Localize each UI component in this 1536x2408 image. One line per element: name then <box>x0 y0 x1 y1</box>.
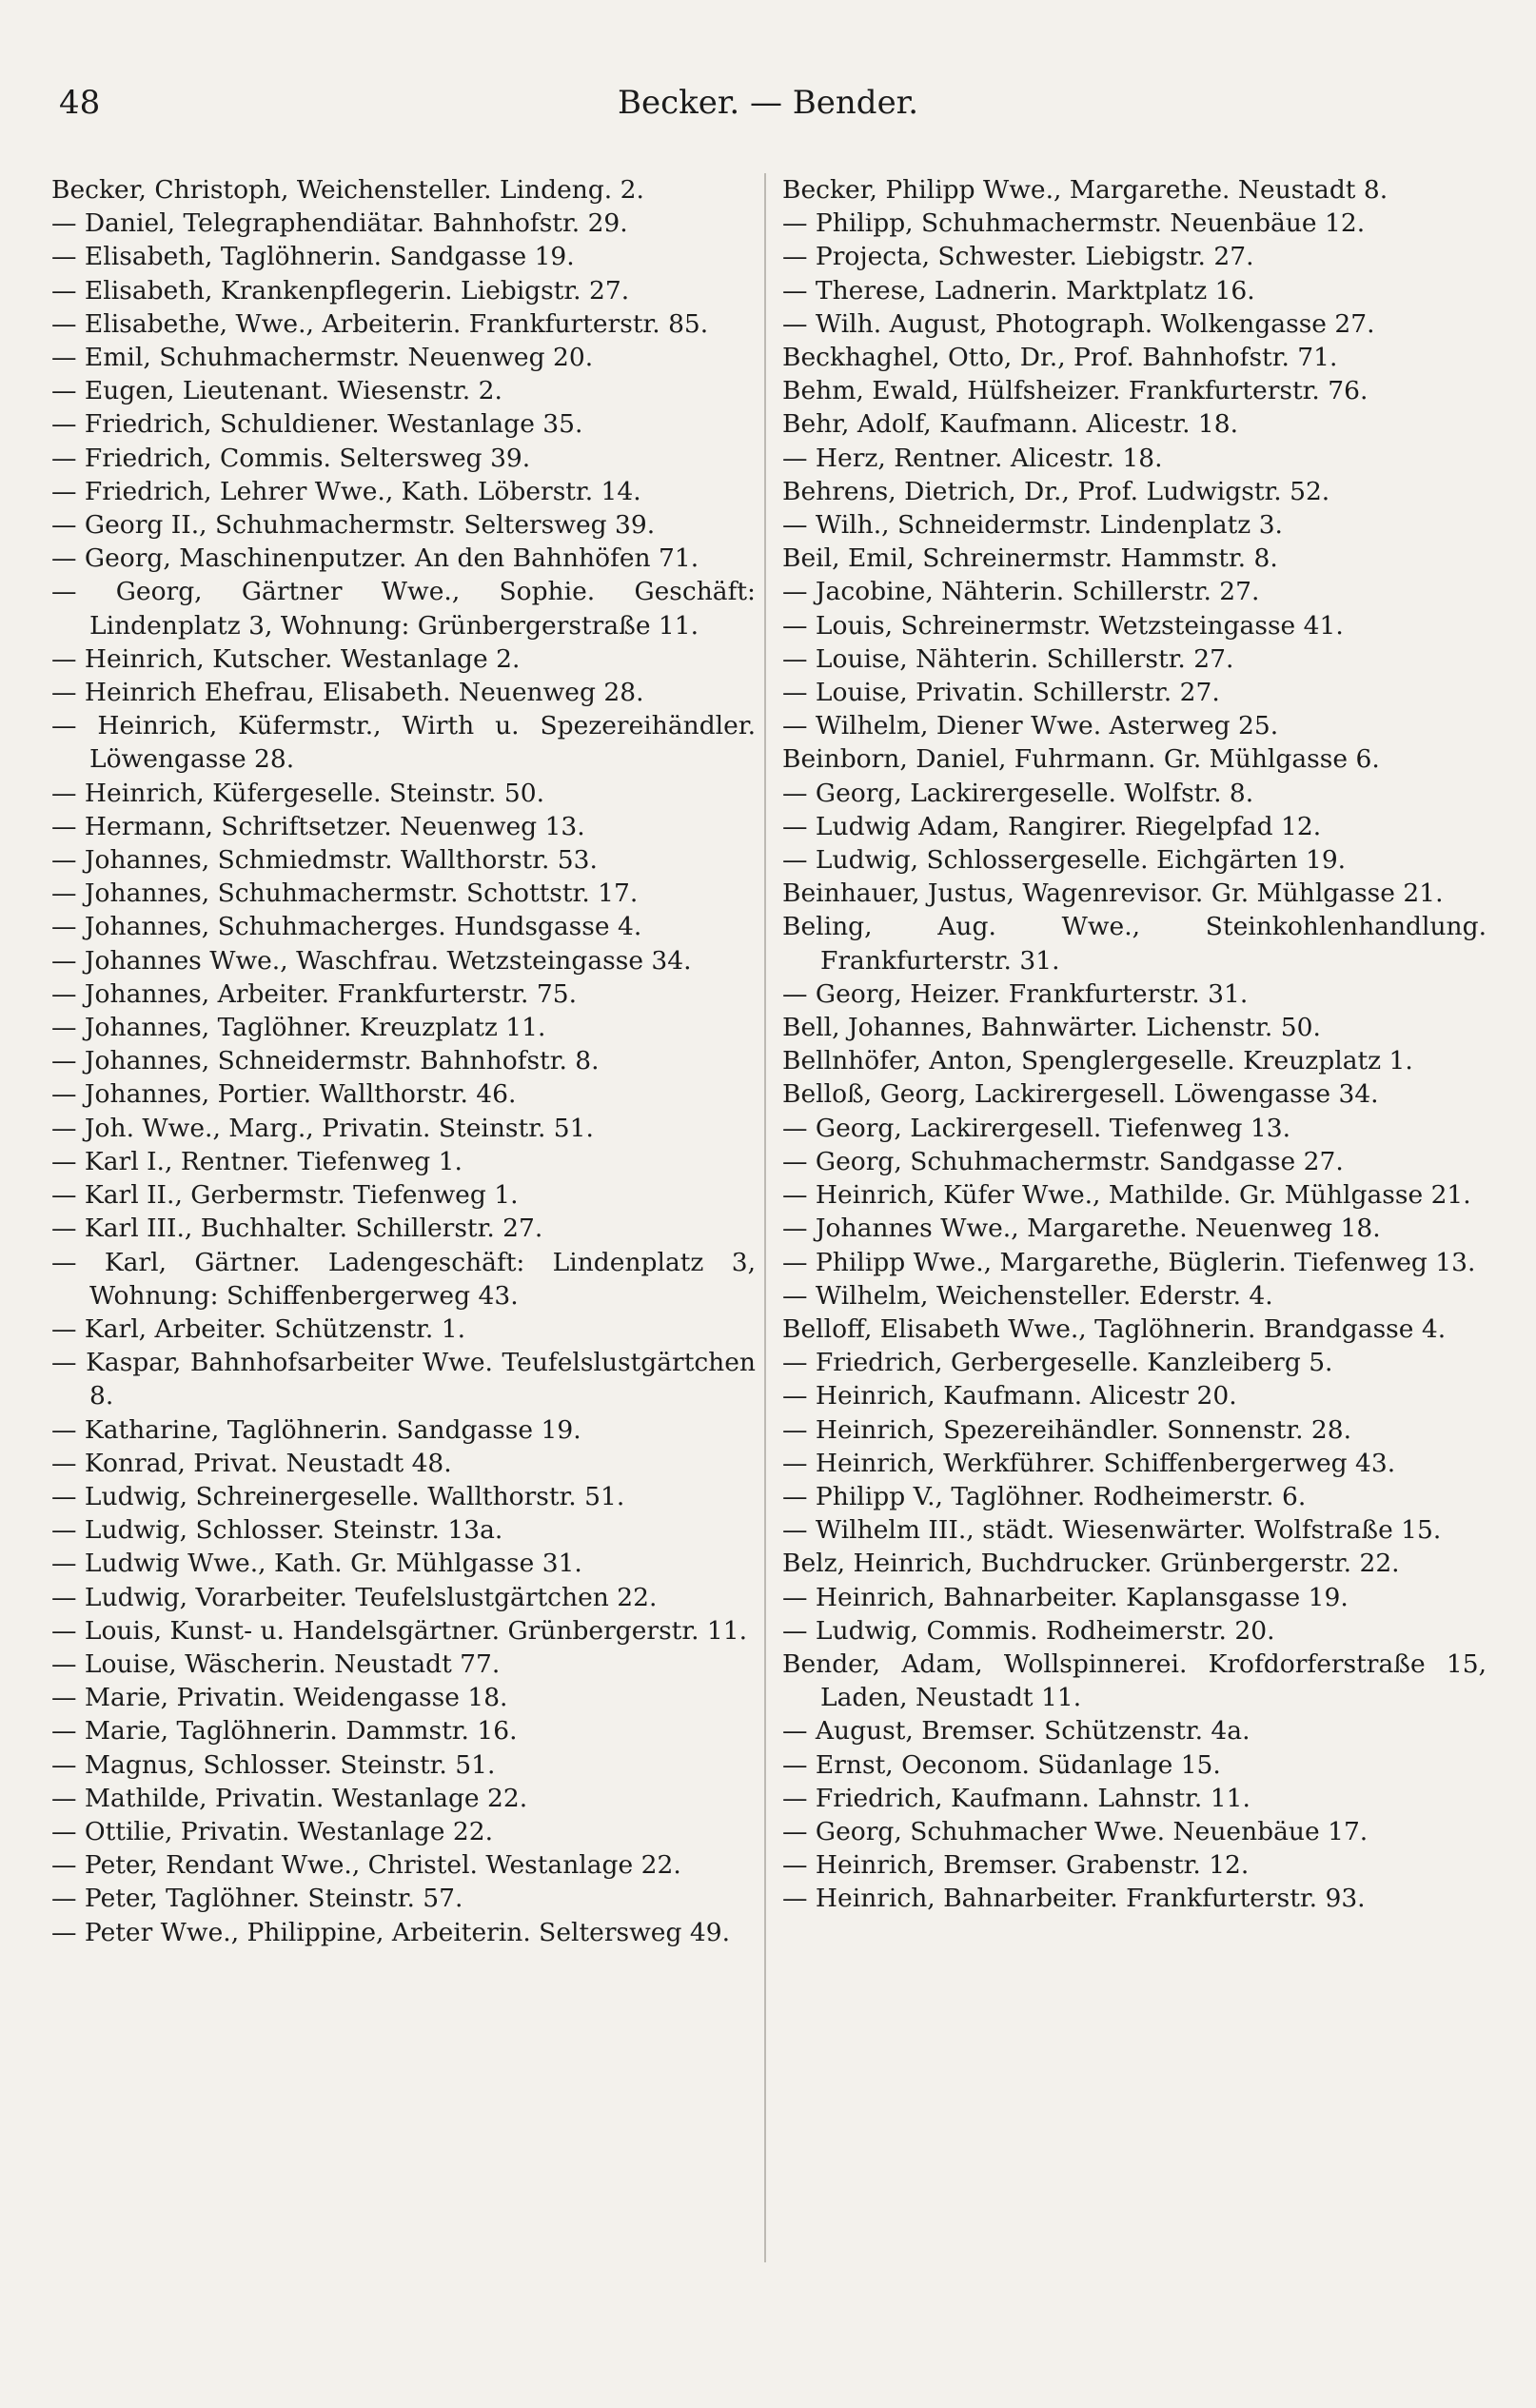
page-number: 48 <box>59 84 101 122</box>
directory-entry: — Johannes, Schneidermstr. Bahnhofstr. 8. <box>51 1046 600 1076</box>
directory-entry: — Friedrich, Gerbergeselle. Kanzleiberg 5. <box>782 1348 1333 1378</box>
directory-entry: — Georg, Schuhmacher Wwe. Neuenbäue 17. <box>782 1816 1369 1846</box>
directory-entry: Behm, Ewald, Hülfsheizer. Frankfurterstr. 76. <box>782 376 1369 406</box>
directory-entry: Beling, Aug. Wwe., Steinkohlenhandlung. Frankfurterstr. 31. <box>782 912 1487 976</box>
directory-entry: — Johannes, Schuhmachermstr. Schottstr. 17. <box>51 878 639 909</box>
directory-entry: — Marie, Taglöhnerin. Dammstr. 16. <box>51 1716 518 1747</box>
directory-entry: — Hermann, Schriftsetzer. Neuenweg 13. <box>51 811 585 841</box>
directory-entry: — Heinrich, Bahnarbeiter. Frankfurterstr. 93. <box>782 1884 1366 1914</box>
directory-entry: — Georg, Gärtner Wwe., Sophie. Geschäft: Lindenplatz 3, Wohnung: Grünbergerstraße 11. <box>51 577 756 641</box>
column-divider <box>764 173 766 2262</box>
directory-entry: — Louise, Wäscherin. Neustadt 77. <box>51 1648 501 1679</box>
directory-entry: — Heinrich, Spezereihändler. Sonnenstr. 28. <box>782 1414 1352 1445</box>
directory-entry: — Daniel, Telegraphendiätar. Bahnhofstr. 29. <box>51 208 628 239</box>
directory-entry: — Elisabeth, Taglöhnerin. Sandgasse 19. <box>51 242 575 272</box>
directory-entry: — Georg, Maschinenputzer. An den Bahnhöfen 71. <box>51 543 699 574</box>
directory-entry: — Ottilie, Privatin. Westanlage 22. <box>51 1816 494 1846</box>
directory-entry: — Therese, Ladnerin. Marktplatz 16. <box>782 275 1255 306</box>
directory-entry: — Ludwig, Commis. Rodheimerstr. 20. <box>782 1615 1275 1646</box>
directory-entry: — Friedrich, Kaufmann. Lahnstr. 11. <box>782 1783 1250 1813</box>
directory-entry: Behrens, Dietrich, Dr., Prof. Ludwigstr. 52. <box>782 476 1330 506</box>
directory-entry: — Heinrich, Kaufmann. Alicestr 20. <box>782 1381 1237 1411</box>
directory-entry: — Friedrich, Commis. Seltersweg 39. <box>51 443 531 473</box>
directory-entry: — Emil, Schuhmachermstr. Neuenweg 20. <box>51 343 594 373</box>
directory-entry: — Peter, Taglöhner. Steinstr. 57. <box>51 1884 463 1914</box>
directory-entry: — Wilh. August, Photograph. Wolkengasse 27. <box>782 308 1375 339</box>
directory-entry: — Johannes Wwe., Margarethe. Neuenweg 18. <box>782 1214 1381 1244</box>
directory-entry: — Heinrich, Küfermstr., Wirth u. Spezereihändler. Löwengasse 28. <box>51 711 756 775</box>
directory-entry: — Heinrich, Bahnarbeiter. Kaplansgasse 19. <box>782 1582 1349 1612</box>
directory-entry: Behr, Adolf, Kaufmann. Alicestr. 18. <box>782 409 1239 440</box>
directory-entry: — Marie, Privatin. Weidengasse 18. <box>51 1683 508 1713</box>
directory-entry: — Georg II., Schuhmachermstr. Seltersweg 39. <box>51 510 656 541</box>
directory-entry: — Philipp, Schuhmachermstr. Neuenbäue 12. <box>782 208 1366 239</box>
directory-entry: — Johannes, Portier. Wallthorstr. 46. <box>51 1079 517 1110</box>
directory-entry: — Johannes, Taglöhner. Kreuzplatz 11. <box>51 1013 546 1043</box>
directory-entry: — Karl III., Buchhalter. Schillerstr. 27. <box>51 1214 543 1244</box>
directory-entry: — Johannes, Arbeiter. Frankfurterstr. 75. <box>51 978 578 1009</box>
left-column <box>51 173 756 1949</box>
directory-entry: — Karl, Arbeiter. Schützenstr. 1. <box>51 1313 465 1344</box>
running-head: Becker. — Bender. <box>617 84 919 122</box>
directory-entry: — Johannes, Schmiedmstr. Wallthorstr. 53. <box>51 845 598 876</box>
directory-entry: — Louise, Privatin. Schillerstr. 27. <box>782 678 1220 708</box>
directory-entry: Belloff, Elisabeth Wwe., Taglöhnerin. Brandgasse 4. <box>782 1313 1447 1344</box>
directory-entry: — Wilhelm, Weichensteller. Ederstr. 4. <box>782 1280 1273 1311</box>
directory-entry: — Georg, Heizer. Frankfurterstr. 31. <box>782 978 1249 1009</box>
directory-entry: — Johannes Wwe., Waschfrau. Wetzsteingasse 34. <box>51 945 692 976</box>
directory-entry: — Ludwig, Vorarbeiter. Teufelslustgärtchen 22. <box>51 1582 658 1612</box>
directory-entry: — Katharine, Taglöhnerin. Sandgasse 19. <box>51 1414 581 1445</box>
directory-entry: — Heinrich Ehefrau, Elisabeth. Neuenweg 28. <box>51 678 644 708</box>
directory-entry: Beinhauer, Justus, Wagenrevisor. Gr. Mühlgasse 21. <box>782 878 1444 909</box>
directory-entry: — Konrad, Privat. Neustadt 48. <box>51 1448 452 1478</box>
directory-entry: — Heinrich, Werkführer. Schiffenbergerweg 43. <box>782 1448 1396 1478</box>
directory-entry: — Georg, Lackirergesell. Tiefenweg 13. <box>782 1113 1291 1143</box>
directory-entry: Becker, Philipp Wwe., Margarethe. Neustadt 8. <box>782 175 1388 205</box>
directory-entry: Beckhaghel, Otto, Dr., Prof. Bahnhofstr. 71. <box>782 343 1338 373</box>
directory-entry: — Ludwig, Schreinergeselle. Wallthorstr. 51. <box>51 1481 625 1511</box>
directory-entry: — Louise, Nähterin. Schillerstr. 27. <box>782 643 1234 674</box>
directory-entry: — Georg, Lackirergeselle. Wolfstr. 8. <box>782 778 1254 808</box>
directory-entry: — Georg, Schuhmachermstr. Sandgasse 27. <box>782 1146 1344 1176</box>
directory-entry: — Karl II., Gerbermstr. Tiefenweg 1. <box>51 1180 519 1211</box>
directory-entry: — Wilh., Schneidermstr. Lindenplatz 3. <box>782 510 1283 541</box>
right-column <box>782 173 1487 1916</box>
directory-entry: — Karl I., Rentner. Tiefenweg 1. <box>51 1146 463 1176</box>
directory-entry: — Peter, Rendant Wwe., Christel. Westanlage 22. <box>51 1850 681 1881</box>
directory-entry: — Ernst, Oeconom. Südanlage 15. <box>782 1749 1221 1780</box>
directory-entry: — Heinrich, Küfergeselle. Steinstr. 50. <box>51 778 545 808</box>
directory-entry: — Friedrich, Schuldiener. Westanlage 35. <box>51 409 583 440</box>
page-header <box>0 84 1536 131</box>
directory-entry: — Wilhelm III., städt. Wiesenwärter. Wolfstraße 15. <box>782 1515 1442 1546</box>
directory-entry: — Heinrich, Kutscher. Westanlage 2. <box>51 643 521 674</box>
directory-entry: — Kaspar, Bahnhofsarbeiter Wwe. Teufelslustgärtchen 8. <box>51 1348 756 1411</box>
directory-entry: — Ludwig Adam, Rangirer. Riegelpfad 12. <box>782 811 1322 841</box>
directory-entry: — Ludwig, Schlossergeselle. Eichgärten 19. <box>782 845 1347 876</box>
directory-entry: — Peter Wwe., Philippine, Arbeiterin. Seltersweg 49. <box>51 1917 730 1947</box>
directory-entry: — Karl, Gärtner. Ladengeschäft: Lindenplatz 3, Wohnung: Schiffenbergerweg 43. <box>51 1247 756 1311</box>
directory-entry: — Philipp Wwe., Margarethe, Büglerin. Tiefenweg 13. <box>782 1247 1476 1277</box>
directory-entry: — Elisabethe, Wwe., Arbeiterin. Frankfurterstr. 85. <box>51 308 709 339</box>
directory-entry: Beinborn, Daniel, Fuhrmann. Gr. Mühlgasse 6. <box>782 744 1380 775</box>
directory-entry: — Johannes, Schuhmacherges. Hundsgasse 4. <box>51 912 642 942</box>
directory-entry: Beil, Emil, Schreinermstr. Hammstr. 8. <box>782 543 1278 574</box>
directory-entry: — Jacobine, Nähterin. Schillerstr. 27. <box>782 577 1260 607</box>
directory-entry: — Elisabeth, Krankenpflegerin. Liebigstr. 27. <box>51 275 630 306</box>
directory-entry: Bell, Johannes, Bahnwärter. Lichenstr. 50. <box>782 1013 1321 1043</box>
directory-entry: Belloß, Georg, Lackirergesell. Löwengasse 34. <box>782 1079 1379 1110</box>
directory-entry: — Heinrich, Bremser. Grabenstr. 12. <box>782 1850 1250 1881</box>
directory-entry: — Projecta, Schwester. Liebigstr. 27. <box>782 242 1254 272</box>
directory-entry: — Wilhelm, Diener Wwe. Asterweg 25. <box>782 711 1279 741</box>
directory-entry: Belz, Heinrich, Buchdrucker. Grünbergerstr. 22. <box>782 1549 1400 1579</box>
directory-entry: — Friedrich, Lehrer Wwe., Kath. Löberstr. 14. <box>51 476 641 506</box>
directory-entry: — Magnus, Schlosser. Steinstr. 51. <box>51 1749 496 1780</box>
directory-entry: Bellnhöfer, Anton, Spenglergeselle. Kreuzplatz 1. <box>782 1046 1413 1076</box>
directory-entry: — August, Bremser. Schützenstr. 4a. <box>782 1716 1250 1747</box>
directory-entry: — Eugen, Lieutenant. Wiesenstr. 2. <box>51 376 502 406</box>
directory-entry: — Ludwig, Schlosser. Steinstr. 13a. <box>51 1515 503 1546</box>
directory-entry: Becker, Christoph, Weichensteller. Lindeng. 2. <box>51 175 644 205</box>
directory-entry: — Louis, Schreinermstr. Wetzsteingasse 41. <box>782 610 1344 641</box>
directory-entry: — Joh. Wwe., Marg., Privatin. Steinstr. 51. <box>51 1113 594 1143</box>
directory-entry: — Philipp V., Taglöhner. Rodheimerstr. 6. <box>782 1481 1307 1511</box>
directory-entry: — Ludwig Wwe., Kath. Gr. Mühlgasse 31. <box>51 1549 582 1579</box>
directory-entry: — Mathilde, Privatin. Westanlage 22. <box>51 1783 528 1813</box>
directory-entry: — Louis, Kunst- u. Handelsgärtner. Grünbergerstr. 11. <box>51 1615 748 1646</box>
directory-entry: — Herz, Rentner. Alicestr. 18. <box>782 443 1163 473</box>
directory-entry: Bender, Adam, Wollspinnerei. Krofdorferstraße 15, Laden, Neustadt 11. <box>782 1648 1487 1713</box>
directory-entry: — Heinrich, Küfer Wwe., Mathilde. Gr. Mühlgasse 21. <box>782 1180 1471 1211</box>
